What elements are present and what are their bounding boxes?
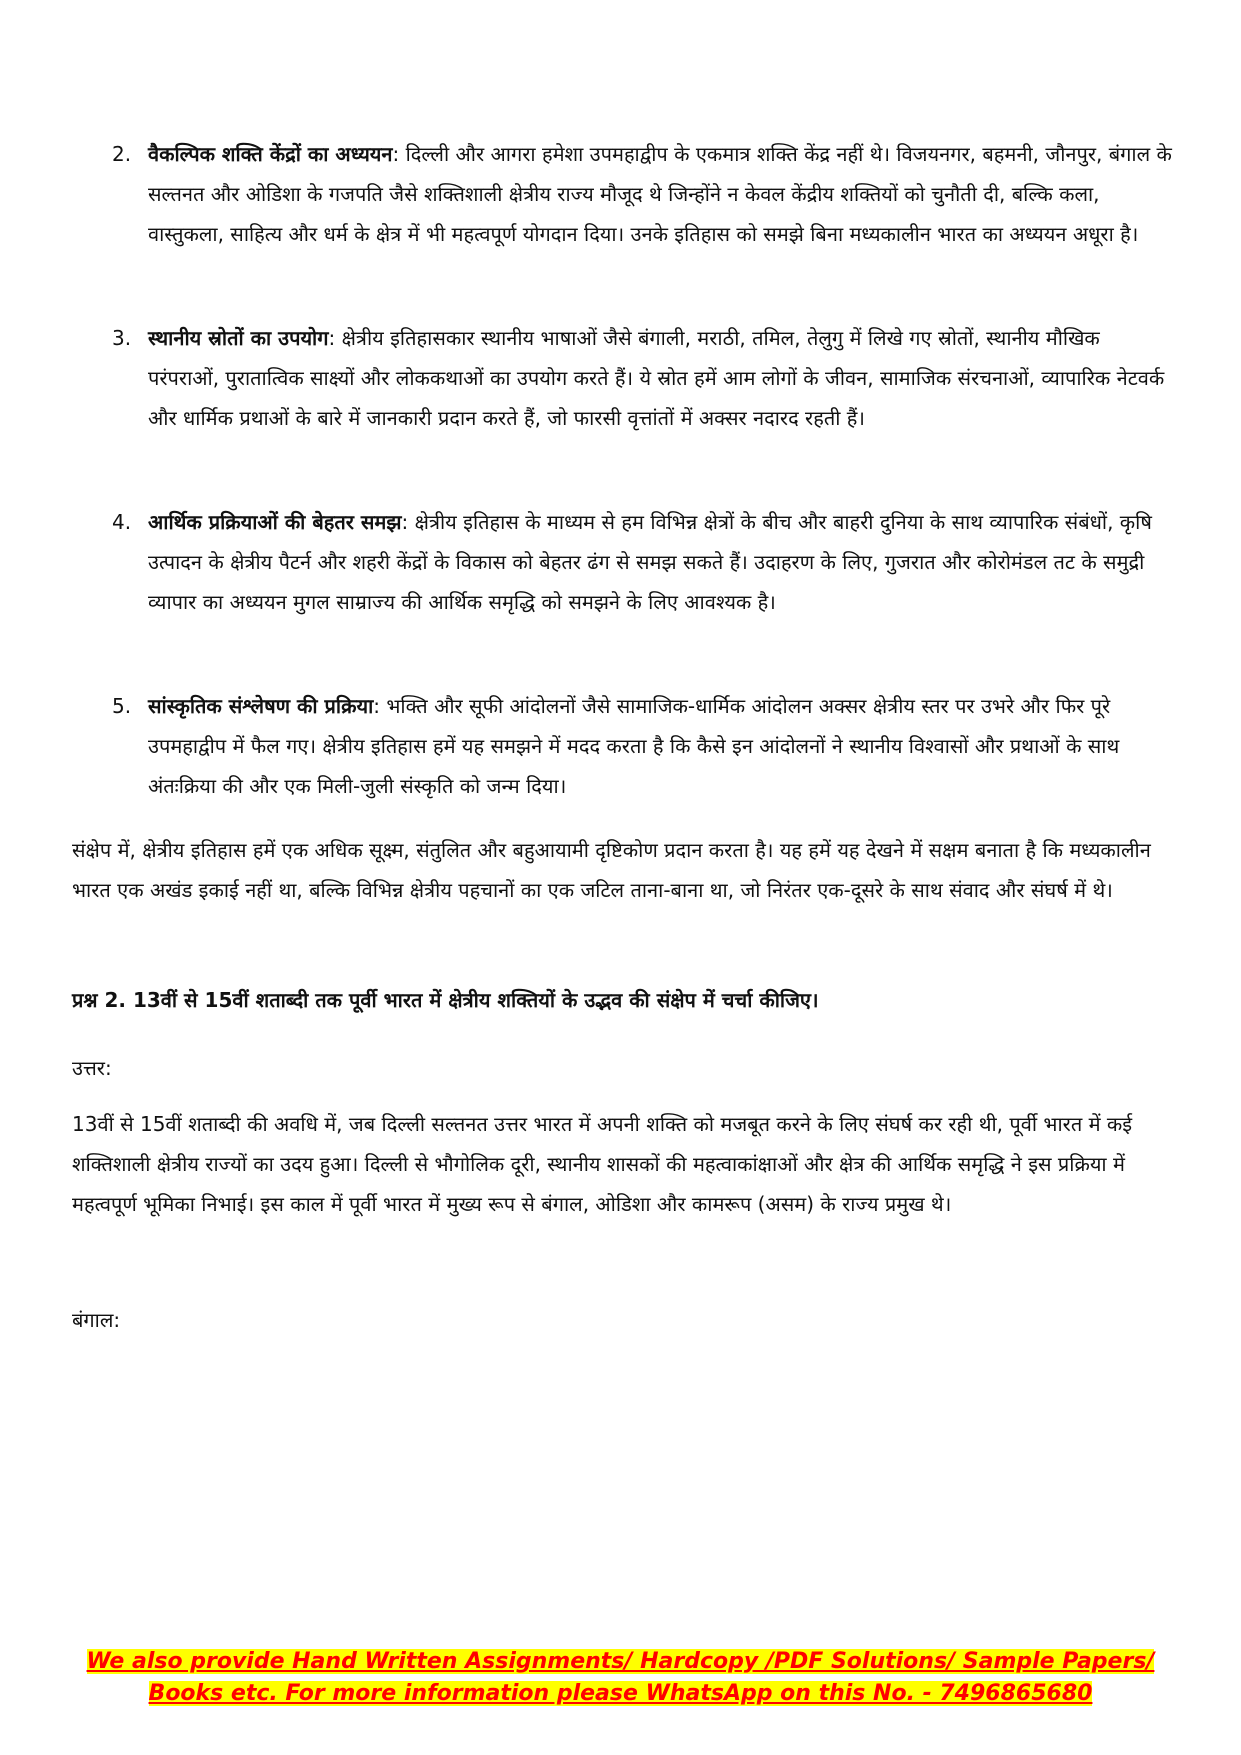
item-number: 4. — [112, 510, 132, 534]
promo-footer — [40, 1646, 1201, 1710]
section-label: बंगाल: — [72, 1308, 121, 1332]
list-item-3 — [112, 318, 1172, 438]
answer-label: उत्तर: — [72, 1056, 112, 1080]
item-title: सांस्कृतिक संश्लेषण की प्रक्रिया — [148, 694, 374, 718]
item-title: आर्थिक प्रक्रियाओं की बेहतर समझ — [148, 510, 402, 534]
item-text: : क्षेत्रीय इतिहास के माध्यम से हम विभिन्न क्षेत्रों के बीच और बाहरी दुनिया के साथ व्यापारिक संबंधों, कृषि उत्पादन के क्षेत्रीय पैटर्न और शहरी केंद्रों के विकास को बेहतर ढंग से समझ सकते हैं। उदाहरण के लिए, गुजरात और कोरोमंडल तट के समुद्री व्यापार का अध्ययन मुगल साम्राज्य की आर्थिक समृद्धि को समझने के लिए आवश्यक है। — [148, 510, 1152, 614]
item-body — [148, 686, 1172, 806]
item-text: : क्षेत्रीय इतिहासकार स्थानीय भाषाओं जैसे बंगाली, मराठी, तमिल, तेलुगु में लिखे गए स्रोतों, स्थानीय मौखिक परंपराओं, पुरातात्विक साक्ष्यों और लोककथाओं का उपयोग करते हैं। ये स्रोत हमें आम लोगों के जीवन, सामाजिक संरचनाओं, व्यापारिक नेटवर्क और धार्मिक प्रथाओं के बारे में जानकारी प्रदान करते हैं, जो फारसी वृत्तांतों में अक्सर नदारद रहती हैं। — [148, 326, 1165, 430]
item-number: 2. — [112, 142, 132, 166]
item-title: वैकल्पिक शक्ति केंद्रों का अध्ययन — [148, 142, 393, 166]
item-text: : भक्ति और सूफी आंदोलनों जैसे सामाजिक-धार्मिक आंदोलन अक्सर क्षेत्रीय स्तर पर उभरे और फिर पूरे उपमहाद्वीप में फैल गए। क्षेत्रीय इतिहास हमें यह समझने में मदद करता है कि कैसे इन आंदोलनों ने स्थानीय विश्वासों और प्रथाओं के साथ अंतःक्रिया की और एक मिली-जुली संस्कृति को जन्म दिया। — [148, 694, 1120, 798]
item-body — [148, 318, 1172, 438]
list-item-2 — [112, 134, 1172, 254]
list-item-4 — [112, 502, 1172, 622]
item-body — [148, 502, 1172, 622]
item-text: : दिल्ली और आगरा हमेशा उपमहाद्वीप के एकमात्र शक्ति केंद्र नहीं थे। विजयनगर, बहमनी, जौनपुर, बंगाल के सल्तनत और ओडिशा के गजपति जैसे शक्तिशाली क्षेत्रीय राज्य मौजूद थे जिन्होंने न केवल केंद्रीय शक्तियों को चुनौती दी, बल्कि कला, वास्तुकला, साहित्य और धर्म के क्षेत्र में भी महत्वपूर्ण योगदान दिया। उनके इतिहास को समझे बिना मध्यकालीन भारत का अध्ययन अधूरा है। — [148, 142, 1172, 246]
promo-line-2: Books etc. For more information please WhatsApp on this No. - 7496865680 — [148, 1681, 1093, 1706]
answer-paragraph: 13वीं से 15वीं शताब्दी की अवधि में, जब दिल्ली सल्तनत उत्तर भारत में अपनी शक्ति को मजबूत करने के लिए संघर्ष कर रही थी, पूर्वी भारत में कई शक्तिशाली क्षेत्रीय राज्यों का उदय हुआ। दिल्ली से भौगोलिक दूरी, स्थानीय शासकों की महत्वाकांक्षाओं और क्षेत्र की आर्थिक समृद्धि ने इस प्रक्रिया में महत्वपूर्ण भूमिका निभाई। इस काल में पूर्वी भारत में मुख्य रूप से बंगाल, ओडिशा और कामरूप (असम) के राज्य प्रमुख थे। — [72, 1112, 1133, 1216]
question-heading: प्रश्न 2. 13वीं से 15वीं शताब्दी तक पूर्वी भारत में क्षेत्रीय शक्तियों के उद्भव की संक्षेप में चर्चा कीजिए। — [72, 988, 819, 1012]
promo-line-1: We also provide Hand Written Assignments/ Hardcopy /PDF Solutions/ Sample Papers/ — [86, 1649, 1155, 1674]
list-item-5 — [112, 686, 1172, 806]
summary-paragraph: संक्षेप में, क्षेत्रीय इतिहास हमें एक अधिक सूक्ष्म, संतुलित और बहुआयामी दृष्टिकोण प्रदान करता है। यह हमें यह देखने में सक्षम बनाता है कि मध्यकालीन भारत एक अखंड इकाई नहीं था, बल्कि विभिन्न क्षेत्रीय पहचानों का एक जटिल ताना-बाना था, जो निरंतर एक-दूसरे के साथ संवाद और संघर्ष में थे। — [72, 838, 1151, 902]
item-number: 3. — [112, 326, 132, 350]
item-body — [148, 134, 1172, 254]
item-title: स्थानीय स्रोतों का उपयोग — [148, 326, 329, 350]
item-number: 5. — [112, 694, 132, 718]
